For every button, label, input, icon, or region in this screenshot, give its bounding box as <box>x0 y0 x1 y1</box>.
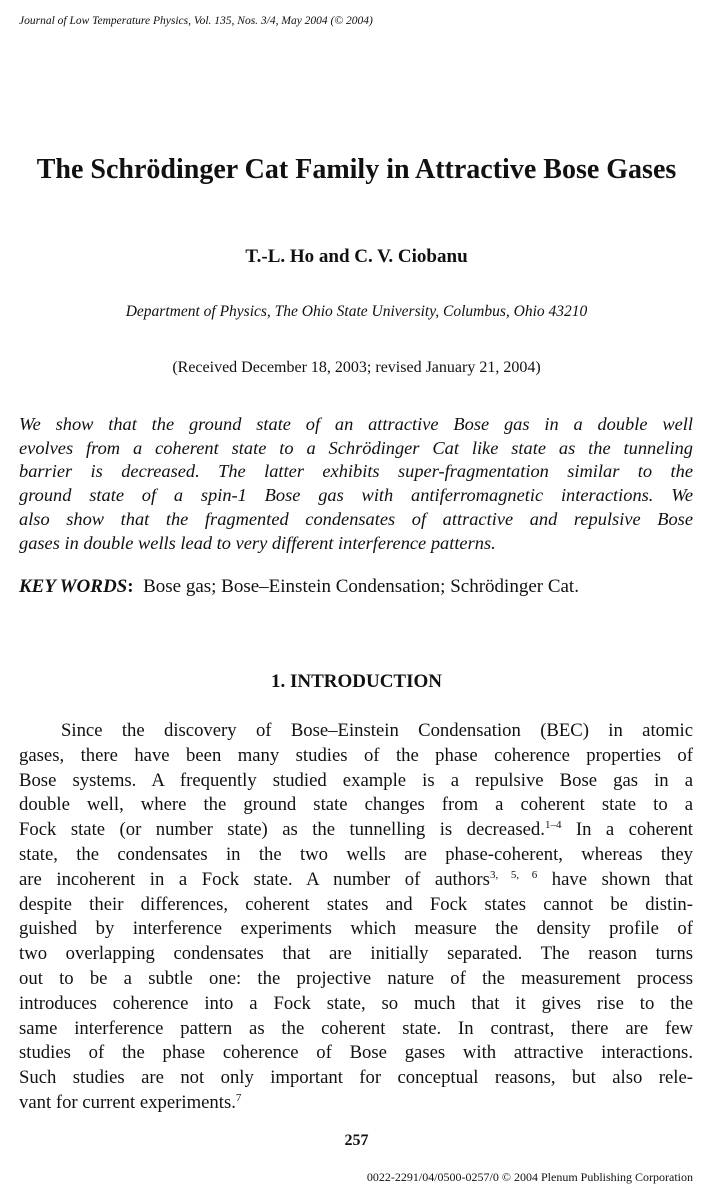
abstract-line: evolves from a coherent state to a Schrödinger Cat like state as the tunneling <box>19 437 693 458</box>
abstract-line: barrier is decreased. The latter exhibits super-fragmentation similar to the <box>19 461 693 482</box>
author-affiliation: Department of Physics, The Ohio State University, Columbus, Ohio 43210 <box>125 303 588 320</box>
received-dates: (Received December 18, 2003; revised January 21, 2004) <box>172 359 541 376</box>
citation-ref: 1–4 <box>544 819 562 832</box>
paragraph-line: despite their differences, coherent states and Fock states cannot be distin- <box>19 893 693 915</box>
journal-header: Journal of Low Temperature Physics, Vol. 135, Nos. 3/4, May 2004 (© 2004) <box>19 15 373 27</box>
paper-authors: T.-L. Ho and C. V. Ciobanu <box>245 246 468 267</box>
paragraph-line: guished by interference experiments which measure the density profile of <box>19 918 693 940</box>
paper-title: The Schrödinger Cat Family in Attractive Bose Gases <box>36 154 677 185</box>
paragraph-line: out to be a subtle one: the projective nature of the measurement process <box>19 967 693 989</box>
paragraph-line: studies of the phase coherence of Bose gases with attractive interactions. <box>19 1042 693 1064</box>
paragraph-line: Bose systems. A frequently studied example is a repulsive Bose gas in a <box>19 769 693 791</box>
abstract-line: also show that the fragmented condensates of attractive and repulsive Bose <box>19 508 693 529</box>
keywords-label: KEY WORDS <box>19 576 128 597</box>
paragraph-line: state, the condensates in the two wells are phase-coherent, whereas they <box>19 843 693 865</box>
keywords <box>19 576 579 598</box>
line-text: vant for current experiments. <box>19 1091 236 1113</box>
section-heading: 1. INTRODUCTION <box>270 671 443 692</box>
abstract-line: ground state of a spin-1 Bose gas with antiferromagnetic interactions. We <box>19 485 693 506</box>
keywords-colon: : <box>127 576 134 597</box>
abstract-line: gases in double wells lead to very different interference patterns. <box>19 532 496 553</box>
paragraph-line: Such studies are not only important for conceptual reasons, but also rele- <box>19 1067 693 1089</box>
paragraph-line: Since the discovery of Bose–Einstein Condensation (BEC) in atomic <box>61 720 693 741</box>
abstract-line: We show that the ground state of an attractive Bose gas in a double well <box>19 414 693 434</box>
introduction-paragraph <box>19 719 693 1116</box>
keywords-text: Bose gas; Bose–Einstein Condensation; Schrödinger Cat. <box>143 576 579 597</box>
copyright-line: 0022-2291/04/0500-0257/0 © 2004 Plenum Publishing Corporation <box>366 1170 693 1184</box>
paragraph-line: double well, where the ground state changes from a coherent state to a <box>19 794 693 816</box>
page-number: 257 <box>344 1132 369 1149</box>
abstract <box>19 413 693 555</box>
paragraph-line <box>19 818 693 843</box>
citation-ref: 7 <box>235 1091 242 1104</box>
line-text: have shown that <box>537 868 693 890</box>
paragraph-line: two overlapping condensates that are initially separated. The reason turns <box>19 943 693 965</box>
paragraph-line: introduces coherence into a Fock state, so much that it gives rise to the <box>19 992 693 1014</box>
paragraph-line <box>19 1091 693 1116</box>
paragraph-line: same interference pattern as the coherent state. In contrast, there are few <box>19 1017 693 1039</box>
citation-ref: 3, 5, 6 <box>489 868 538 881</box>
line-text: Fock state (or number state) as the tunnelling is decreased. <box>19 819 545 841</box>
paragraph-line: gases, there have been many studies of the phase coherence properties of <box>19 744 693 766</box>
paragraph-line <box>19 868 693 893</box>
line-text: are incoherent in a Fock state. A number of authors <box>19 868 490 890</box>
line-text: In a coherent <box>561 819 693 841</box>
